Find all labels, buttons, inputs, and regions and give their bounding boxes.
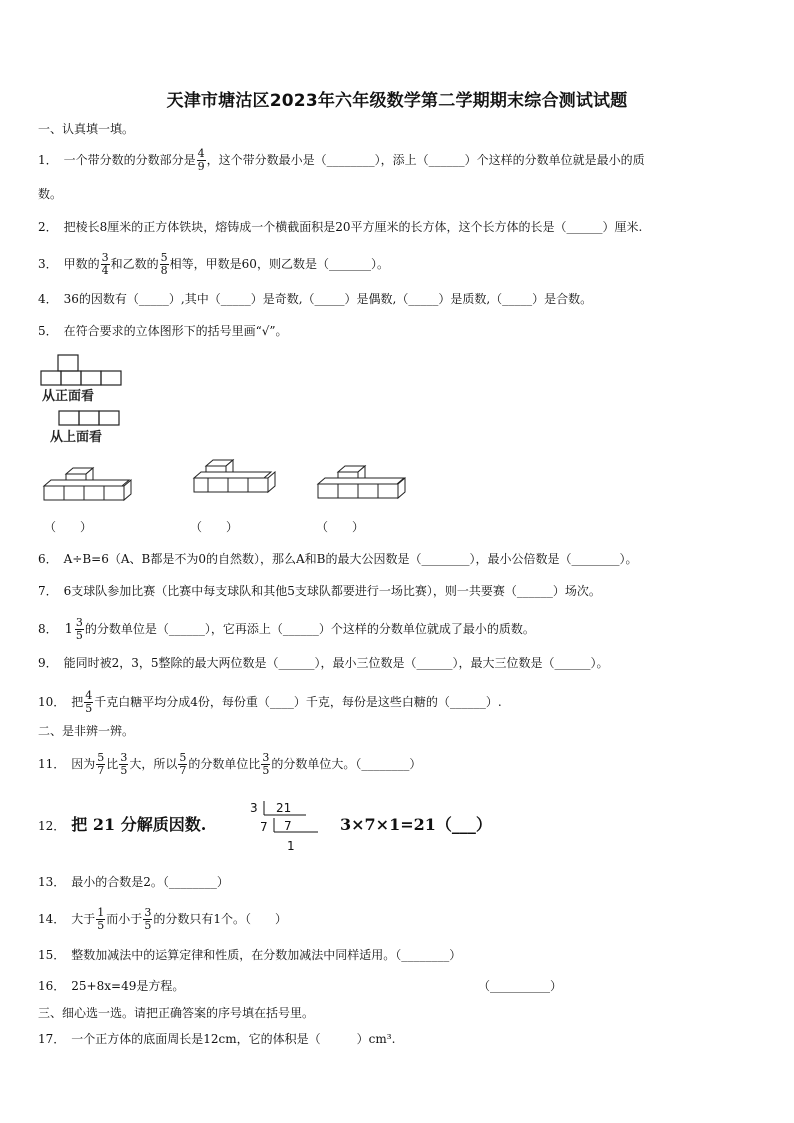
question-4: 4． 36的因数有（_____）,其中（_____）是奇数,（_____）是偶数,（_____）是质数,（_____）是合数。	[38, 292, 593, 306]
question-16: 16． 25+8x=49是方程。	[38, 979, 185, 993]
factor-tree	[244, 798, 334, 856]
question-12: 12． 把 21 分解质因数.	[38, 815, 207, 834]
q12-result: 3×7×1=21（___）	[340, 815, 492, 834]
question-number: 1．	[38, 153, 58, 167]
question-8: 8． 1 $\frac{3}{5}$ 的分数单位是（______），它再添上（______）个这样的分数单位就成了最小的质数。	[38, 616, 535, 642]
fraction: $\frac{5}{7}$	[97, 751, 105, 777]
svg-text:1: 1	[287, 839, 295, 853]
question-1: 1． 一个带分数的分数部分是 $\frac{4}{9}$ ，这个带分数最小是（________），添上（______）个这样的分数单位就是最小的质	[38, 147, 645, 173]
question-6: 6． A÷B=6（A、B都是不为0的自然数），那么A和B的最大公因数是（________），最小公倍数是（________）。	[38, 552, 638, 566]
question-2: 2． 把棱长8厘米的正方体铁块，熔铸成一个横截面积是20平方厘米的长方体，这个长方体的长是（______）厘米.	[38, 220, 643, 234]
fraction: $\frac{3}{4}$	[101, 251, 109, 277]
question-1-cont: 数。	[38, 187, 63, 201]
fraction: $\frac{3}{5}$	[120, 751, 128, 777]
fraction: $\frac{3}{5}$	[262, 751, 270, 777]
front-view-square	[58, 355, 78, 371]
question-13: 13． 最小的合数是2。（________）	[38, 875, 229, 889]
solid-c	[318, 466, 405, 498]
section-1-heading: 一、认真填一填。	[38, 122, 135, 136]
svg-text:21: 21	[276, 801, 292, 815]
svg-text:3: 3	[250, 801, 258, 815]
solid-b	[194, 460, 275, 492]
q16-answer-blank[interactable]: （__________）	[478, 979, 563, 993]
front-view-label: 从正面看	[42, 389, 95, 404]
top-view-label: 从上面看	[50, 430, 103, 445]
q5-choice-a[interactable]: （ ）	[44, 520, 93, 534]
fraction: $\frac{3}{5}$	[144, 906, 152, 932]
solid-a	[44, 468, 131, 500]
q5-choice-b[interactable]: （ ）	[190, 520, 239, 534]
fraction: $\frac{5}{8}$	[160, 251, 168, 277]
svg-text:7: 7	[260, 820, 268, 834]
question-11: 11． 因为 $\frac{5}{7}$ 比 $\frac{3}{5}$ 大，所以 $\frac{5}{7}$ 的分数单位比 $\frac{3}{5}$ 的分数单位大。（________）	[38, 751, 422, 777]
svg-text:7: 7	[284, 819, 292, 833]
question-17: 17． 一个正方体的底面周长是12cm，它的体积是（ ）cm³.	[38, 1032, 396, 1046]
question-15: 15． 整数加减法中的运算定律和性质，在分数加减法中同样适用。（________）	[38, 948, 462, 962]
question-7: 7． 6支球队参加比赛（比赛中每支球队和其他5支球队都要进行一场比赛），则一共要赛（______）场次。	[38, 584, 601, 598]
question-9: 9． 能同时被2，3，5整除的最大两位数是（______），最小三位数是（______），最大三位数是（______）。	[38, 656, 609, 670]
fraction: $\frac{3}{5}$	[75, 616, 83, 642]
q5-figures	[36, 352, 416, 542]
fraction: $\frac{4}{5}$	[85, 689, 93, 715]
question-10: 10． 把 $\frac{4}{5}$ 千克白糖平均分成4份，每份重（____）千克，每份是这些白糖的（______）.	[38, 689, 502, 715]
fraction: $\frac{4}{9}$	[197, 147, 205, 173]
q5-choice-c[interactable]: （ ）	[316, 520, 365, 534]
page-title: 天津市塘沽区2023年六年级数学第二学期期末综合测试试题	[166, 91, 628, 111]
question-3: 3． 甲数的 $\frac{3}{4}$ 和乙数的 $\frac{5}{8}$ 相等，甲数是60，则乙数是（_______）。	[38, 251, 389, 277]
section-3-heading: 三、细心选一选。请把正确答案的序号填在括号里。	[38, 1006, 315, 1020]
fraction: $\frac{5}{7}$	[179, 751, 187, 777]
question-5: 5． 在符合要求的立体图形下的括号里画“√”。	[38, 324, 288, 338]
question-14: 14． 大于 $\frac{1}{5}$ 而小于 $\frac{3}{5}$ 的分数只有1个。（ ）	[38, 906, 287, 932]
fraction: $\frac{1}{5}$	[97, 906, 105, 932]
section-2-heading: 二、是非辨一辨。	[38, 724, 135, 738]
